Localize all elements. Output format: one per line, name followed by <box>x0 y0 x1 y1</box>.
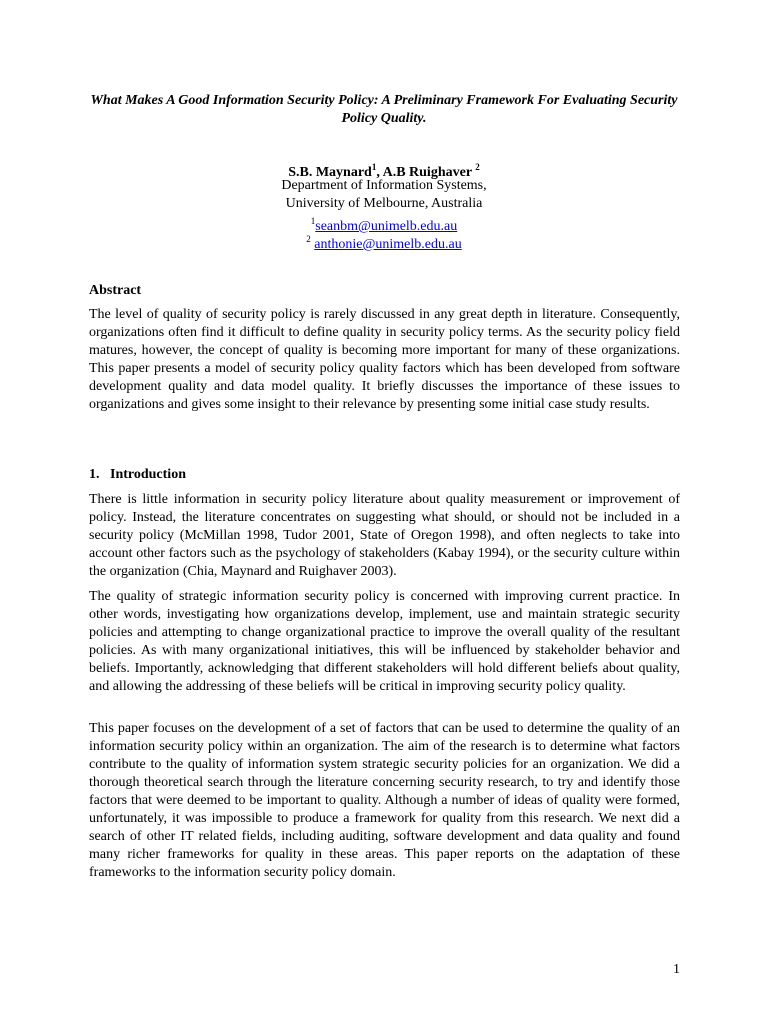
paragraph: This paper focuses on the development of a set of factors that can be used to determine the quality of an information security policy within an organization. The aim of the research is to determine what factors contribute to the quality of information system strategic security policies for an organization. We did a thorough theoretical search through the literature concerning security research, to try and identify those factors that were deemed to be important to quality. Although a number of ideas of quality were formed, unfortunately, it was impossible to produce a framework for quality from this research. We next did a search of other IT related fields, including auditing, software development and data quality and found many richer frameworks for quality in these areas. This paper reports on the adaptation of these frameworks to the information security policy domain. <box>89 721 680 880</box>
abstract-heading: Abstract <box>89 283 142 298</box>
email-line <box>80 230 688 254</box>
email-affiliation-mark: 1 <box>310 216 316 226</box>
paper-title: What Makes A Good Information Security Policy: A Preliminary Framework For Evaluating Security Policy Quality. <box>90 93 678 126</box>
department: Department of Information Systems, <box>281 178 487 193</box>
email-affiliation-mark: 2 <box>306 234 311 244</box>
email-link[interactable]: seanbm@unimelb.edu.au <box>315 219 458 234</box>
author-separator: , <box>376 165 383 180</box>
author-affiliation-mark: 1 <box>371 162 377 172</box>
author-name: A.B Ruighaver <box>382 165 472 180</box>
email-link[interactable]: anthonie@unimelb.edu.au <box>314 237 462 252</box>
paragraph: There is little information in security policy literature about quality measurement or improvement of policy. Instead, the literature concentrates on suggesting what should, or should not be included in a security policy (McMillan 1998, Tudor 2001, State of Oregon 1998), and often neglects to take into account other factors such as the psychology of stakeholders (Kabay 1994), or the security culture within the organization (Chia, Maynard and Ruighaver 2003). <box>89 492 680 579</box>
abstract-text: The level of quality of security policy is rarely discussed in any great depth in literature. Consequently, organizations often find it difficult to define quality in security policy terms. As the security policy field matures, however, the concept of quality is becoming more important for many of these organizations. This paper presents a model of security policy quality factors which has been developed from software development quality and data model quality. It briefly discusses the importance of these issues to organizations and gives some insight to their relevance by presenting some initial case study results. <box>89 307 680 412</box>
page-number: 1 <box>673 962 680 977</box>
section-heading: 1. Introduction <box>89 467 186 482</box>
author-affiliation-mark: 2 <box>475 162 480 172</box>
university: University of Melbourne, Australia <box>285 196 483 211</box>
paragraph: The quality of strategic information security policy is concerned with improving current practice. In other words, investigating how organizations develop, implement, use and maintain strategic security policies and attempting to change organizational practice to improve the overall quality of the resultant policies. As with many organizational initiatives, this will be influenced by stakeholder behavior and beliefs. Importantly, acknowledging that different stakeholders will hold different beliefs about quality, and allowing the addressing of these beliefs will be critical in improving security policy quality. <box>89 589 680 694</box>
author-name: S.B. Maynard <box>288 165 372 180</box>
